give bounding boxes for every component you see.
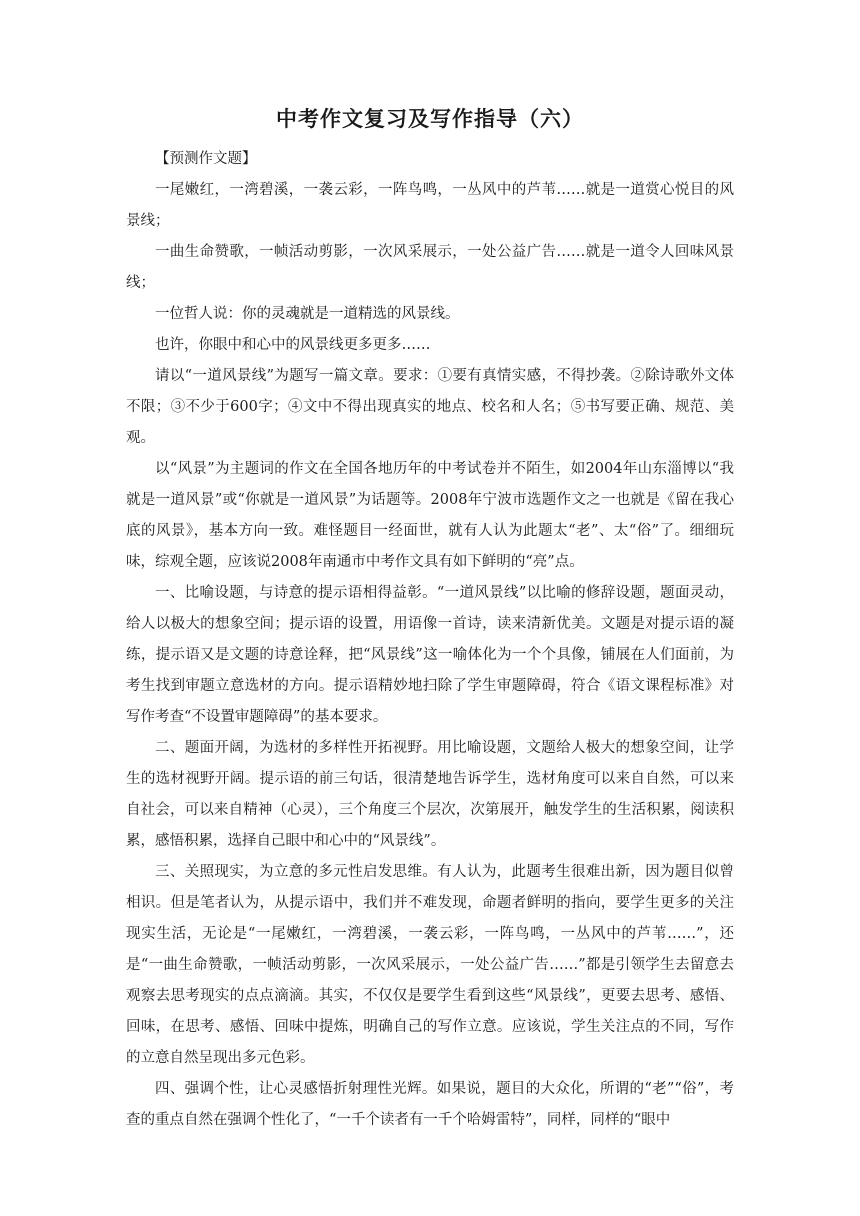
paragraph-point-1: 一、比喻设题，与诗意的提示语相得益彰。“一道风景线”以比喻的修辞设题，题面灵动，给人以极大的想象空间；提示语的设置，用语像一首诗，读来清新优美。文题是对提示语的凝练，提示语又是文题的诗意诠释，把“风景线”这一喻体化为一个个具像，铺展在人们面前，为考生找到审题立意选材的方向。提示语精妙地扫除了学生审题障碍，符合《语文课程标准》对写作考查“不设置审题障碍”的基本要求。: [126, 585, 734, 725]
paragraph-prompt-1: 一尾嫩红，一湾碧溪，一袭云彩，一阵鸟鸣，一丛风中的芦苇……就是一道赏心悦目的风景线；: [126, 182, 734, 229]
paragraph-analysis-intro: 以“风景”为主题词的作文在全国各地历年的中考试卷并不陌生，如2004年山东淄博以“我就是一道风景”或“你就是一道风景”为话题等。2008年宁波市选题作文之一也就是《留在我心底的风景》，基本方向一致。难怪题目一经面世，就有人认为此题太“老”、太“俗”了。细细玩味，综观全题，应该说2008年南通市中考作文具有如下鲜明的“亮”点。: [126, 461, 734, 570]
paragraph-requirements: 请以“一道风景线”为题写一篇文章。要求：①要有真情实感，不得抄袭。②除诗歌外文体不限；③不少于600字；④文中不得出现真实的地点、校名和人名；⑤书写要正确、规范、美观。: [126, 368, 734, 446]
document-title: 中考作文复习及写作指导（六）: [276, 107, 584, 131]
paragraph-point-2: 二、题面开阔，为选材的多样性开拓视野。用比喻设题，文题给人极大的想象空间，让学生的选材视野开阔。提示语的前三句话，很清楚地告诉学生，选材角度可以来自自然，可以来自社会，可以来自精神（心灵），三个角度三个层次，次第展开，触发学生的生活积累，阅读积累，感悟积累，选择自己眼中和心中的“风景线”。: [126, 740, 734, 849]
paragraph-prompt-3: 一位哲人说：你的灵魂就是一道精选的风景线。: [155, 306, 460, 322]
paragraph-section-label: 【预测作文题】: [155, 151, 257, 167]
paragraph-prompt-2: 一曲生命赞歌，一帧活动剪影，一次风采展示，一处公益广告……就是一道令人回味风景线；: [126, 244, 734, 291]
paragraph-prompt-4: 也许，你眼中和心中的风景线更多更多……: [155, 337, 431, 353]
paragraph-point-3: 三、关照现实，为立意的多元性启发思维。有人认为，此题考生很难出新，因为题目似曾相识。但是笔者认为，从提示语中，我们并不难发现，命题者鲜明的指向，要学生更多的关注现实生活，无论是“一尾嫩红，一湾碧溪，一袭云彩，一阵鸟鸣，一丛风中的芦苇……”，还是“一曲生命赞歌，一帧活动剪影，一次风采展示，一处公益广告……”都是引领学生去留意去观察去思考现实的点点滴滴。其实，不仅仅是要学生看到这些“风景线”，更要去思考、感悟、回味，在思考、感悟、回味中提炼，明确自己的写作立意。应该说，学生关注点的不同，写作的立意自然呈现出多元色彩。: [126, 864, 734, 1066]
paragraph-point-4: 四、强调个性，让心灵感悟折射理性光辉。如果说，题目的大众化，所谓的“老”“俗”，考查的重点自然在强调个性化了，“一千个读者有一千个哈姆雷特”，同样，同样的“眼中: [126, 1081, 734, 1128]
